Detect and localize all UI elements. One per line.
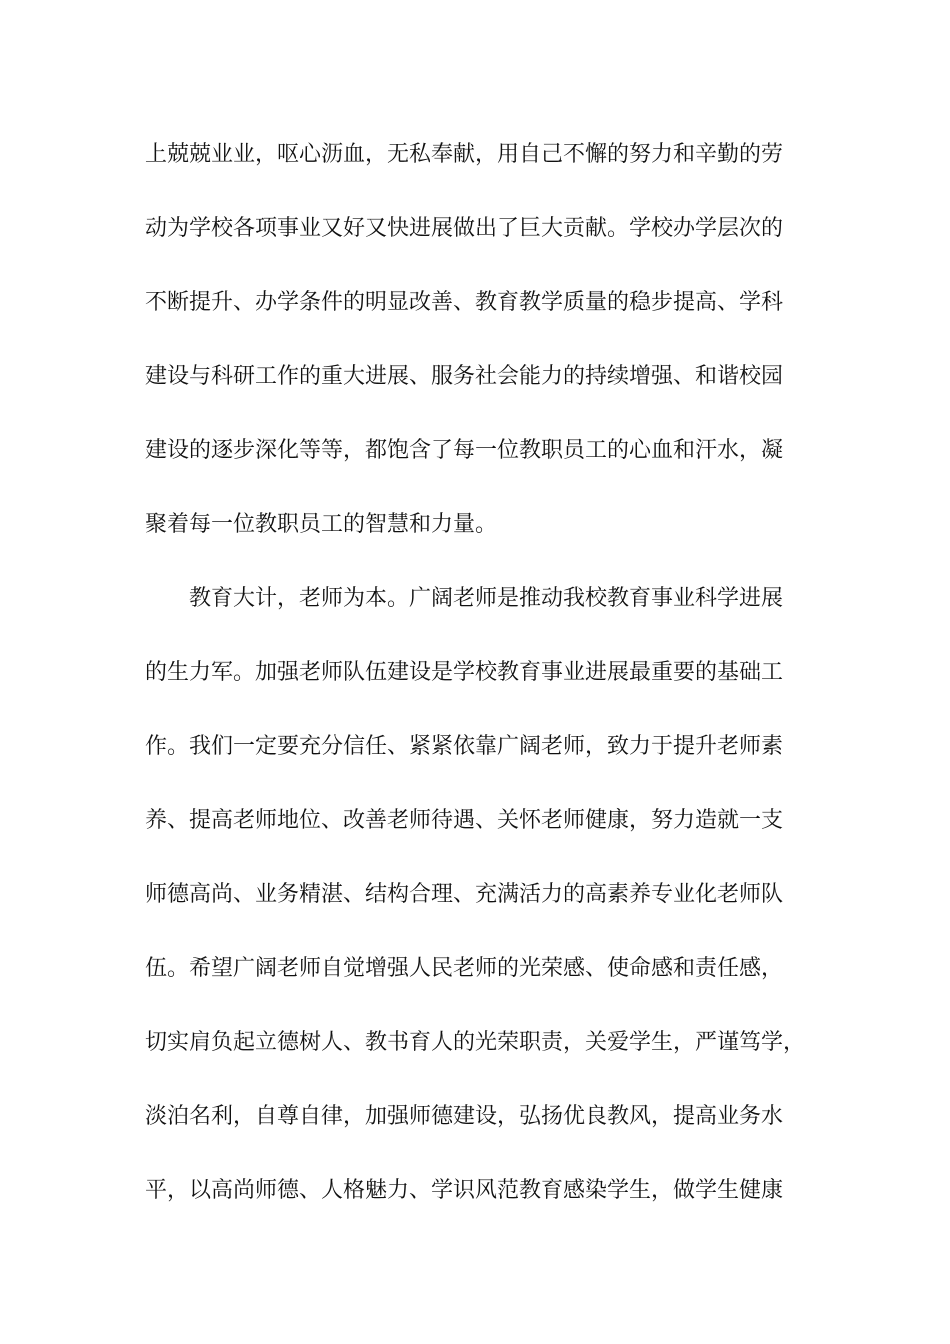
text-line: 伍。希望广阔老师自觉增强人民老师的光荣感、使命感和责任感， <box>145 956 784 981</box>
text-line: 淡泊名利，自尊自律，加强师德建设，弘扬优良教风，提高业务水 <box>145 1104 784 1129</box>
text-line: 上兢兢业业，呕心沥血，无私奉献，用自己不懈的努力和辛勤的劳 <box>145 142 784 167</box>
text-line: 不断提升、办学条件的明显改善、教育教学质量的稳步提高、学科 <box>145 290 784 315</box>
text-line: 平，以高尚师德、人格魅力、学识风范教育感染学生，做学生健康 <box>145 1178 784 1203</box>
text-line: 建设的逐步深化等等，都饱含了每一位教职员工的心血和汗水，凝 <box>145 438 784 463</box>
text-line: 建设与科研工作的重大进展、服务社会能力的持续增强、和谐校园 <box>145 364 784 389</box>
text-line: 聚着每一位教职员工的智慧和力量。 <box>145 512 498 537</box>
text-line: 切实肩负起立德树人、教书育人的光荣职责，关爱学生，严谨笃学， <box>145 1030 806 1055</box>
text-line: 养、提高老师地位、改善老师待遇、关怀老师健康，努力造就一支 <box>145 808 784 833</box>
text-line: 作。我们一定要充分信任、紧紧依靠广阔老师，致力于提升老师素 <box>145 734 784 759</box>
text-line: 教育大计，老师为本。广阔老师是推动我校教育事业科学进展 <box>145 586 784 611</box>
text-line: 师德高尚、业务精湛、结构合理、充满活力的高素养专业化老师队 <box>145 882 784 907</box>
text-line: 动为学校各项事业又好又快进展做出了巨大贡献。学校办学层次的 <box>145 216 784 241</box>
text-line: 的生力军。加强老师队伍建设是学校教育事业进展最重要的基础工 <box>145 660 784 685</box>
